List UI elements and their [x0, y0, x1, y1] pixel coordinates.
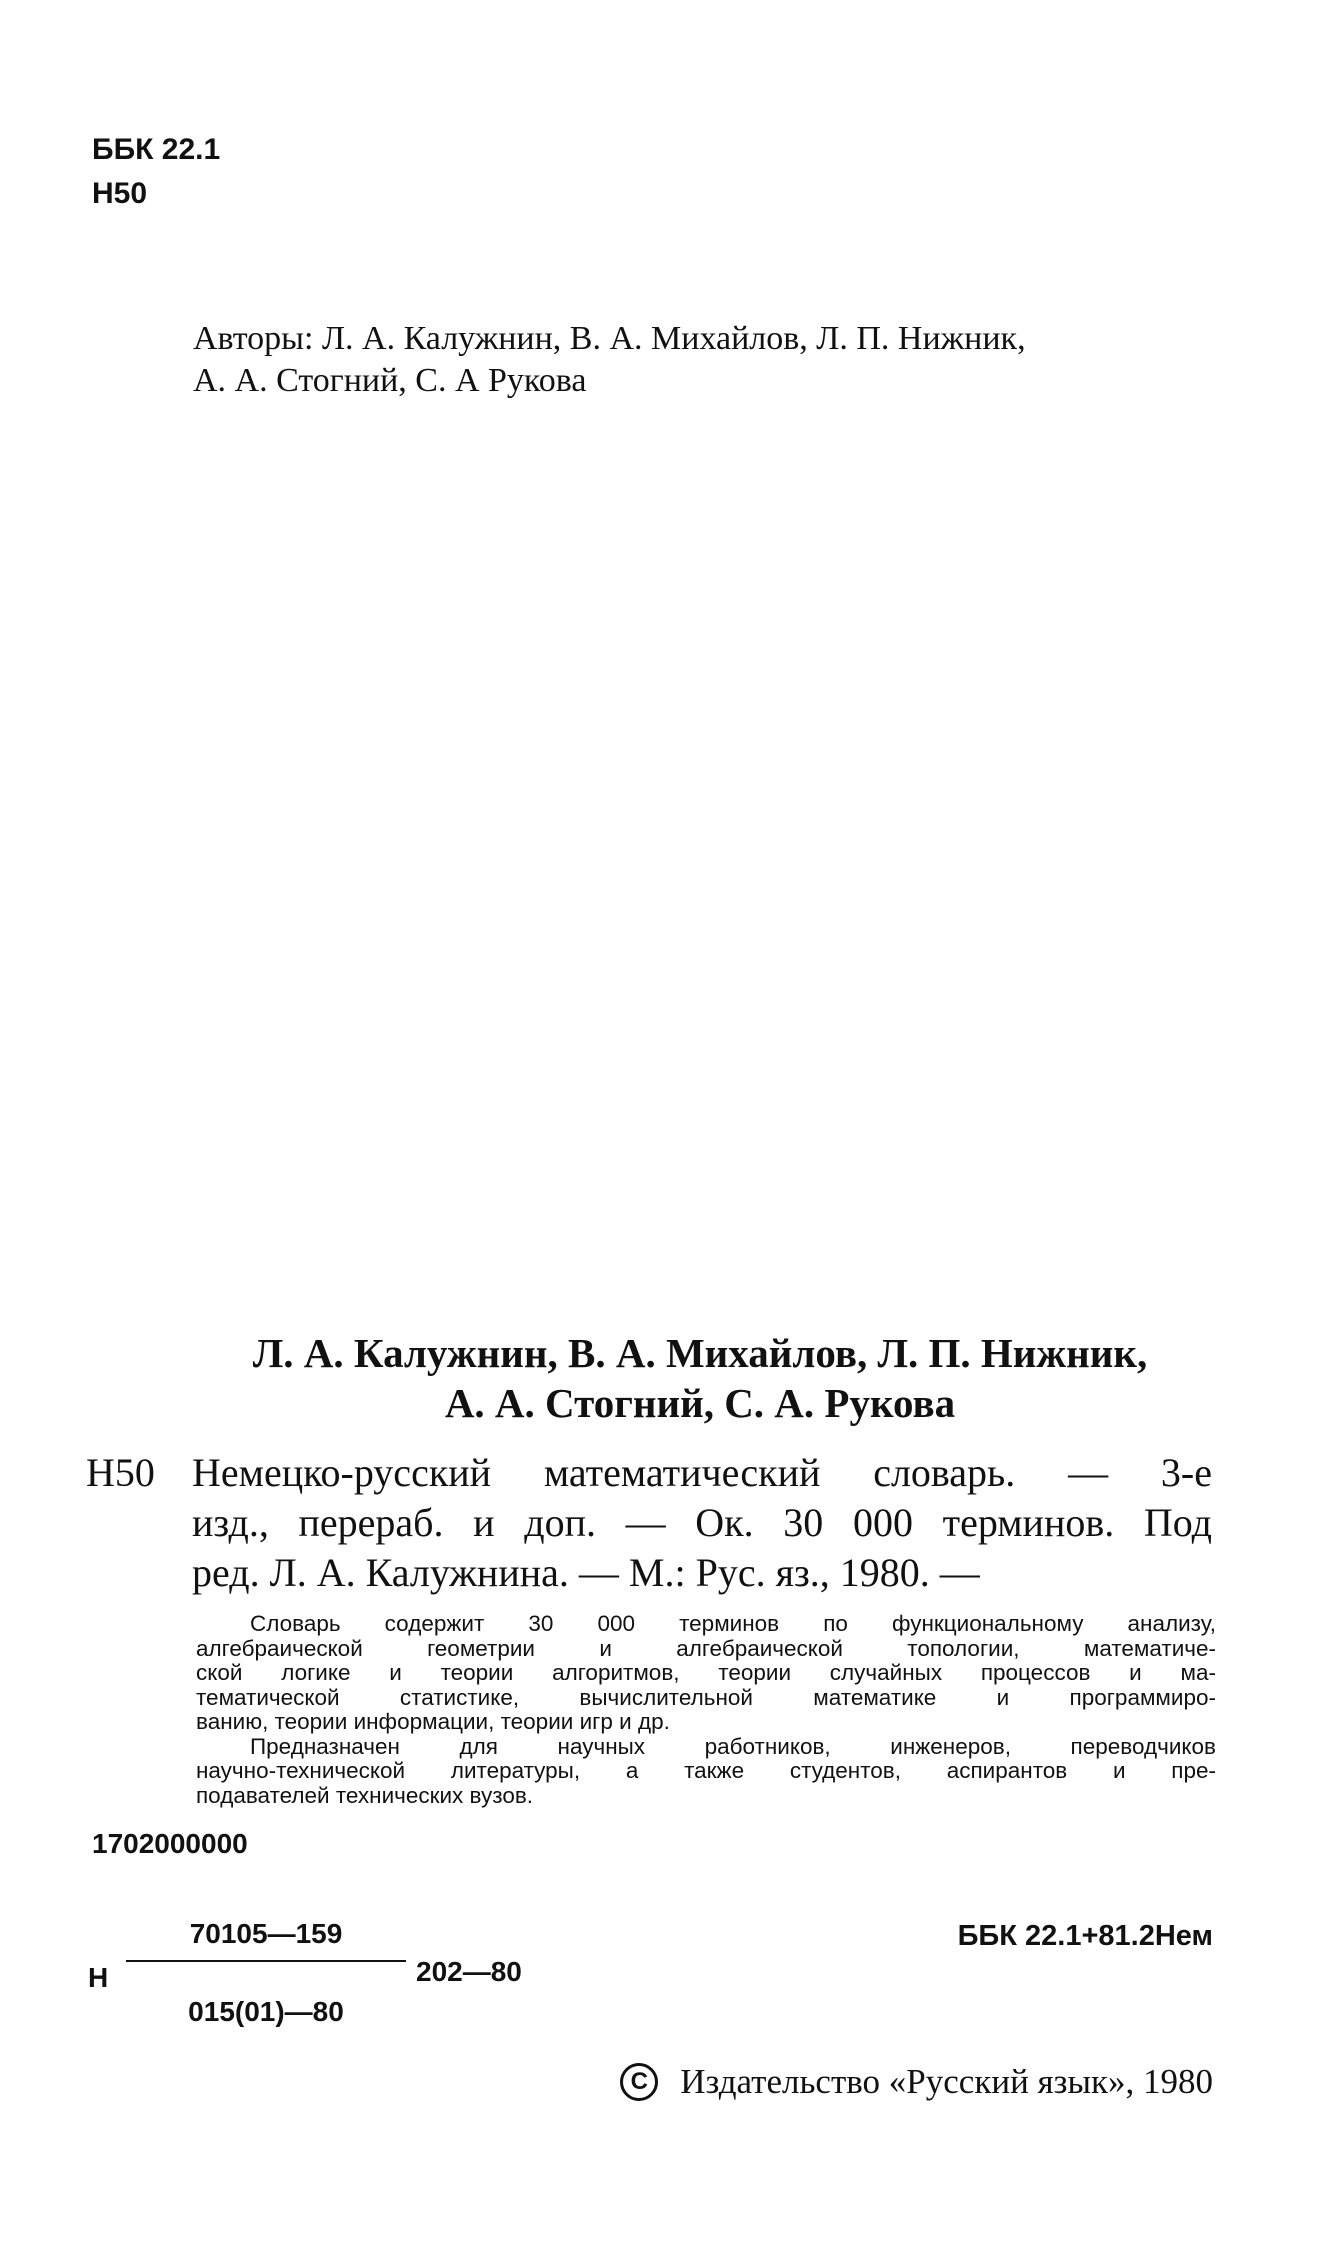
catalog-authors — [190, 1328, 1210, 1428]
annotation — [196, 1612, 1216, 1808]
catalog-title-line-3: ред. Л. А. Калужнина. — М.: Рус. яз., 1980. — — [192, 1550, 980, 1595]
index-code — [88, 1916, 522, 2036]
annotation-line: Предназначен для научных работников, инженеров, переводчиков — [250, 1733, 1216, 1759]
annotation-line: тематической статистике, вычислительной математике и программиро- — [196, 1684, 1216, 1710]
annotation-line: ванию, теории информации, теории игр и др. — [196, 1709, 670, 1734]
annotation-line: научно-технической литературы, а также студентов, аспирантов и пре- — [196, 1758, 1216, 1783]
author-code: Н50 — [92, 177, 148, 210]
annotation-line: Словарь содержит 30 000 терминов по функциональному анализу, — [250, 1611, 1216, 1636]
catalog-title-line-1: Немецко-русский математический словарь. — 3-е — [192, 1450, 1212, 1495]
annotation-line: ской логике и теории алгоритмов, теории случайных процессов и ма- — [196, 1660, 1216, 1685]
index-code-letter: Н — [88, 1962, 109, 1993]
annotation-line: алгебраической геометрии и алгебраической топологии, математиче- — [196, 1635, 1216, 1661]
catalog-title — [192, 1448, 1212, 1598]
catalog-code: Н50 — [86, 1450, 155, 1495]
bbk-header — [92, 128, 220, 216]
index-code-numerator: 70105—159 — [189, 1918, 343, 1949]
copyright-icon: C — [620, 2063, 658, 2101]
copyright — [620, 2060, 1213, 2104]
catalog-authors-line-2: А. А. Стогний, С. А. Рукова — [444, 1380, 956, 1426]
authors-note — [193, 318, 1193, 402]
bbk-classification: ББК 22.1 — [92, 133, 221, 166]
catalog-title-line-2: изд., перераб. и доп. — Ок. 30 000 терминов. Под — [192, 1500, 1212, 1545]
index-code-suffix: 202—80 — [416, 1956, 522, 1987]
fraction-line — [126, 1960, 406, 1962]
isbn-code: 1702000000 — [92, 1828, 248, 1859]
authors-note-line-1: Авторы: Л. А. Калужнин, В. А. Михайлов, Л. П. Нижник, — [193, 320, 1026, 357]
authors-note-line-2: А. А. Стогний, С. А Рукова — [193, 362, 587, 399]
catalog-authors-line-1: Л. А. Калужнин, В. А. Михайлов, Л. П. Нижник, — [252, 1330, 1148, 1376]
annotation-line: подавателей технических вузов. — [196, 1782, 534, 1808]
index-code-denominator: 015(01)—80 — [188, 1996, 344, 2027]
copyright-text: Издательство «Русский язык», 1980 — [680, 2062, 1213, 2101]
bbk-full-classification: ББК 22.1+81.2Нем — [957, 1920, 1213, 1952]
